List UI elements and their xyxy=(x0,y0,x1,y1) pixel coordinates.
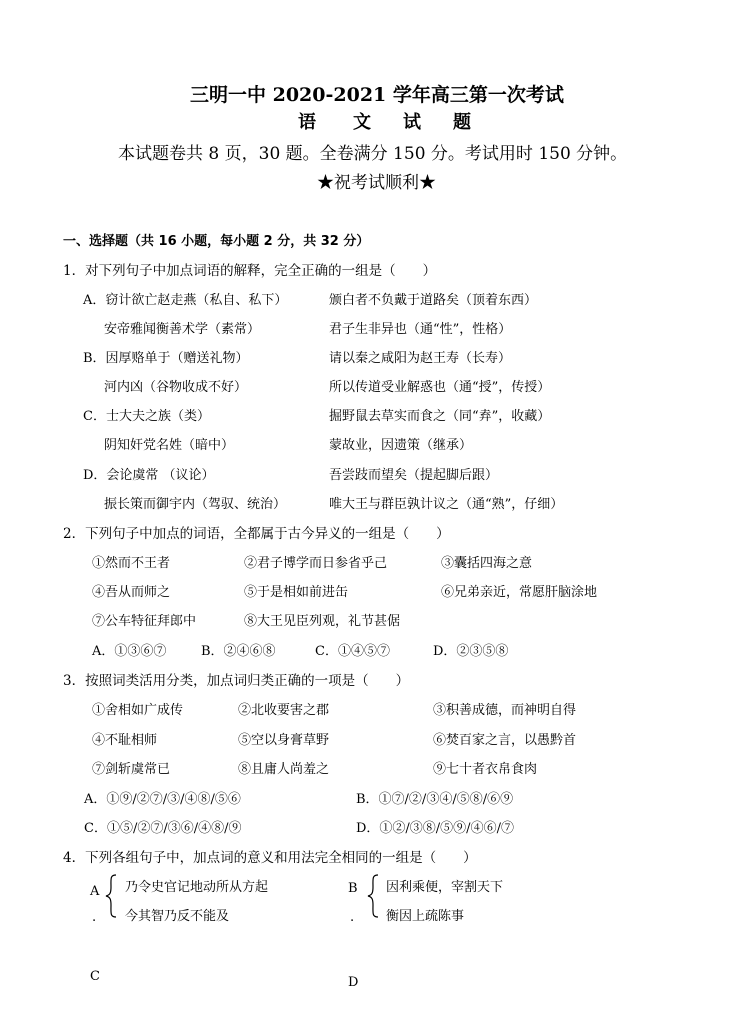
q3-item-8: ⑧且庸人尚羞之 xyxy=(238,762,330,777)
q1-option-c-1: C．士大夫之族（类） xyxy=(83,409,210,424)
q1-option-a-3: 安帝雅闻衡善术学（素常） xyxy=(104,322,261,337)
q1-option-d-4: 唯大王与群臣孰计议之（通“熟”，仔细） xyxy=(329,497,564,512)
q1-option-b-4: 所以传道受业解惑也（通“授”，传授） xyxy=(329,380,551,395)
q4-b-line-2: 衡因上疏陈事 xyxy=(386,909,465,924)
q2-stem: 2．下列句子中加点的词语，全都属于古今异义的一组是（ ） xyxy=(63,526,450,542)
q2-choice-d: D．②③⑤⑧ xyxy=(433,644,509,659)
q4-a-line-1: 乃令史官记地动所从方起 xyxy=(125,880,269,895)
subject-char-1: 语 xyxy=(298,112,316,133)
q1-option-b-1: B．因厚赂单于（赠送礼物） xyxy=(83,351,249,366)
q3-item-4: ④不耻相师 xyxy=(92,733,158,748)
q3-item-7: ⑦剑斩虞常已 xyxy=(92,762,171,777)
q4-label-d: D xyxy=(348,975,359,990)
q3-item-6: ⑥焚百家之言，以愚黔首 xyxy=(433,733,577,748)
q2-choice-b: B．②④⑥⑧ xyxy=(201,644,276,659)
q3-choice-a: A．①⑨/②⑦/③/④⑧/⑤⑥ xyxy=(84,792,241,807)
q1-option-b-3: 河内凶（谷物收成不好） xyxy=(104,380,248,395)
q4-stem: 4．下列各组句子中，加点词的意义和用法完全相同的一组是（ ） xyxy=(63,850,477,866)
q3-item-9: ⑨七十者衣帛食肉 xyxy=(433,762,538,777)
q1-stem: 1．对下列句子中加点词语的解释，完全正确的一组是（ ） xyxy=(63,263,437,279)
exam-wish: ★祝考试顺利★ xyxy=(317,173,436,193)
q1-option-c-2: 掘野鼠去草实而食之（同“弆”，收藏） xyxy=(329,409,551,424)
q2-item-8: ⑧大王见臣列观，礼节甚倨 xyxy=(244,614,401,629)
subject-char-4: 题 xyxy=(453,112,471,133)
q3-stem: 3．按照词类活用分类，加点词归类正确的一项是（ ） xyxy=(63,673,410,689)
q1-option-c-3: 阴知奸党名姓（暗中） xyxy=(104,438,235,453)
q2-item-4: ④吾从而师之 xyxy=(92,585,171,600)
subject-char-2: 文 xyxy=(353,112,371,133)
q2-item-3: ③囊括四海之意 xyxy=(441,556,533,571)
q2-item-1: ①然而不王者 xyxy=(92,556,171,571)
q3-choice-b: B．①⑦/②/③④/⑤⑧/⑥⑨ xyxy=(356,792,514,807)
q3-choice-c: C．①⑤/②⑦/③⑥/④⑧/⑨ xyxy=(84,821,242,836)
subject-char-3: 试 xyxy=(403,112,421,133)
q4-label-b: B xyxy=(348,881,358,896)
exam-info: 本试题卷共 8 页，30 题。全卷满分 150 分。考试用时 150 分钟。 xyxy=(118,144,628,164)
q2-item-2: ②君子博学而日参省乎己 xyxy=(244,556,388,571)
q4-a-line-2: 今其智乃反不能及 xyxy=(125,909,230,924)
q2-item-5: ⑤于是相如前进缶 xyxy=(244,585,349,600)
q2-item-7: ⑦公车特征拜郎中 xyxy=(92,614,197,629)
q1-option-a-4: 君子生非异也（通“性”，性格） xyxy=(329,322,512,337)
q1-option-a-2: 颁白者不负戴于道路矣（顶着东西） xyxy=(329,293,538,308)
q2-item-6: ⑥兄弟亲近，常愿肝脑涂地 xyxy=(441,585,598,600)
q2-choice-a: A．①③⑥⑦ xyxy=(92,644,167,659)
q1-option-d-3: 振长策而御宇内（驾驭、统治） xyxy=(104,497,287,512)
q3-item-5: ⑤空以身膏草野 xyxy=(238,733,330,748)
q1-option-d-2: 吾尝跂而望矣（提起脚后跟） xyxy=(329,468,499,483)
q4-label-c: C xyxy=(90,969,100,984)
q3-choice-d: D．①②/③⑧/⑤⑨/④⑥/⑦ xyxy=(356,821,514,836)
q4-brace-a xyxy=(104,873,118,919)
q1-option-a-1: A．窃计欲亡赵走燕（私自、私下） xyxy=(83,293,288,308)
q3-item-2: ②北收要害之郡 xyxy=(238,703,330,718)
q1-option-b-2: 请以秦之咸阳为赵王寿（长寿） xyxy=(329,351,512,366)
q1-option-c-4: 蒙故业，因遗策（继承） xyxy=(329,438,473,453)
q4-dot-a: . xyxy=(92,910,97,925)
q4-label-a: A xyxy=(90,884,100,899)
exam-title: 三明一中 2020-2021 学年高三第一次考试 xyxy=(190,84,564,106)
section-heading: 一、选择题（共 16 小题，每小题 2 分，共 32 分） xyxy=(63,234,370,249)
q4-b-line-1: 因利乘便，宰割天下 xyxy=(386,880,504,895)
q2-choice-c: C．①④⑤⑦ xyxy=(315,644,390,659)
q3-item-3: ③积善成德，而神明自得 xyxy=(433,703,577,718)
q1-option-d-1: D．会论虞常 （议论） xyxy=(83,468,215,483)
q3-item-1: ①舍相如广成传 xyxy=(92,703,184,718)
q4-dot-b: . xyxy=(350,910,355,925)
q4-brace-b xyxy=(366,873,380,919)
